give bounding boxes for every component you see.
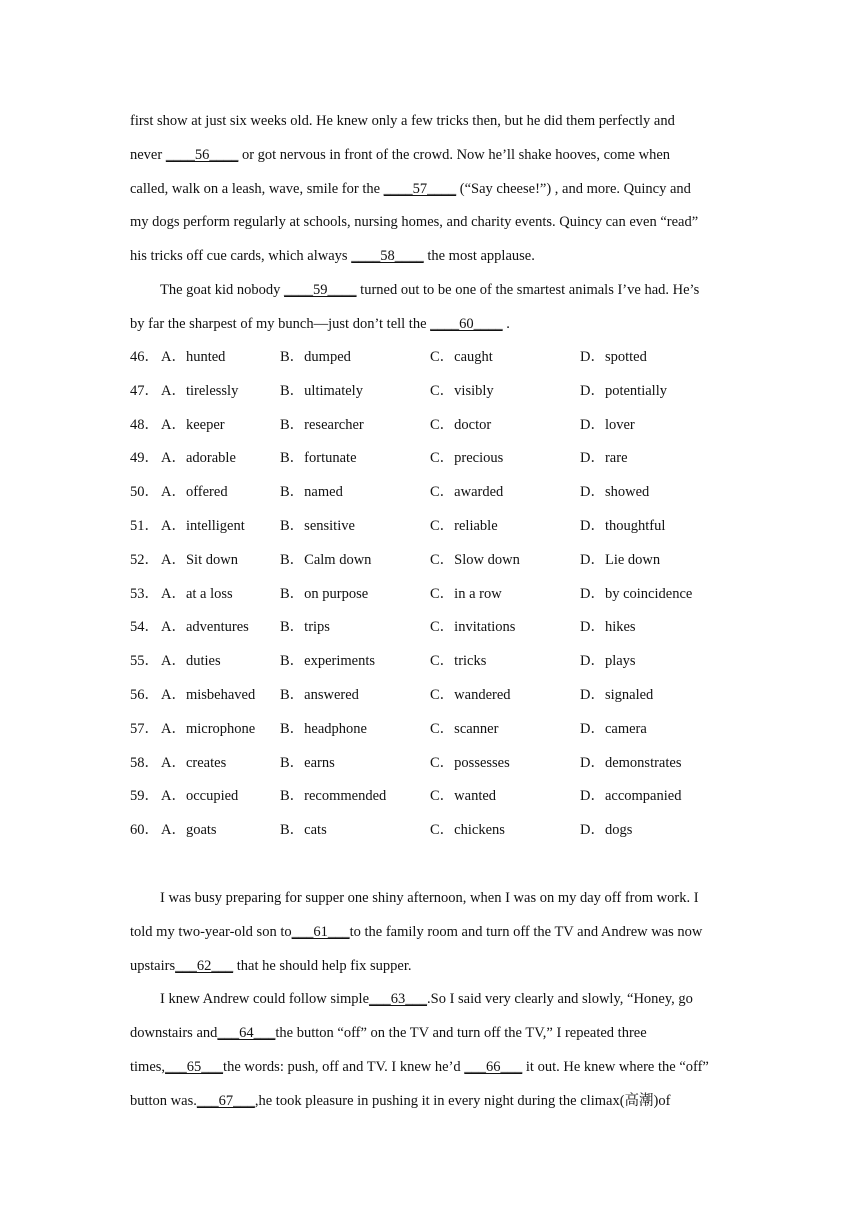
text-line bbox=[130, 274, 740, 308]
text-line bbox=[130, 1051, 740, 1085]
option-d: D．potentially bbox=[580, 382, 667, 399]
answer-blank: ____60____ bbox=[430, 315, 503, 332]
text-line bbox=[130, 308, 740, 342]
question-row bbox=[130, 713, 740, 747]
option-d: D．lover bbox=[580, 416, 635, 433]
question-number: 53． bbox=[130, 585, 159, 602]
text-line bbox=[130, 983, 740, 1017]
option-a: A．adorable bbox=[161, 450, 236, 467]
option-a: A．Sit down bbox=[161, 551, 238, 568]
question-row bbox=[130, 780, 740, 814]
text-segment: . bbox=[502, 315, 510, 332]
text-segment: button was. bbox=[130, 1092, 197, 1109]
option-c: C．awarded bbox=[430, 484, 504, 501]
text-line bbox=[130, 173, 740, 207]
option-c: C．precious bbox=[430, 450, 504, 467]
question-row bbox=[130, 341, 740, 375]
text-segment: downstairs and bbox=[130, 1025, 218, 1042]
text-segment: turned out to be one of the smartest animals I’ve had. He’s bbox=[356, 281, 700, 298]
text-segment: upstairs bbox=[130, 957, 176, 974]
answer-blank: ___61___ bbox=[291, 923, 350, 940]
option-c: C．in a row bbox=[430, 585, 502, 602]
answer-blank: ___62___ bbox=[175, 957, 234, 974]
question-number: 58． bbox=[130, 754, 159, 771]
text-segment: .So I said very clearly and slowly, “Honey, go bbox=[427, 991, 693, 1008]
option-a: A．creates bbox=[161, 754, 227, 771]
option-a: A．microphone bbox=[161, 720, 256, 737]
question-number: 47． bbox=[130, 382, 159, 399]
option-a: A．offered bbox=[161, 484, 228, 501]
text-segment: his tricks off cue cards, which always bbox=[130, 248, 352, 265]
option-a: A．hunted bbox=[161, 349, 226, 365]
text-segment: the button “off” on the TV and turn off the TV,” I repeated three bbox=[275, 1025, 647, 1042]
answer-blank: ___64___ bbox=[217, 1025, 276, 1042]
option-b: B．on purpose bbox=[280, 585, 369, 602]
question-row bbox=[130, 476, 740, 510]
passage-two bbox=[130, 882, 740, 1119]
option-c: C．tricks bbox=[430, 653, 487, 670]
answer-blank: ____56____ bbox=[165, 146, 239, 163]
option-d: D．Lie down bbox=[580, 551, 661, 568]
option-c: C．visibly bbox=[430, 382, 494, 399]
option-d: D．dogs bbox=[580, 822, 633, 839]
question-row bbox=[130, 645, 740, 679]
text-segment: to the family room and turn off the TV and Andrew was now bbox=[349, 923, 703, 940]
options-list bbox=[130, 341, 740, 848]
answer-blank: ____59____ bbox=[284, 281, 357, 298]
question-row bbox=[130, 544, 740, 578]
option-b: B．dumped bbox=[280, 349, 351, 365]
answer-blank: ___67___ bbox=[196, 1092, 255, 1109]
answer-blank: ___65___ bbox=[165, 1058, 224, 1075]
text-segment: that he should help fix supper. bbox=[233, 957, 412, 974]
option-b: B．recommended bbox=[280, 788, 387, 805]
option-a: A．keeper bbox=[161, 416, 225, 433]
question-number: 52． bbox=[130, 551, 159, 568]
text-line bbox=[130, 105, 740, 139]
question-number: 54． bbox=[130, 619, 159, 636]
text-segment: my dogs perform regularly at schools, nursing homes, and charity events. Quincy can even “read” bbox=[130, 214, 699, 231]
text-segment: by far the sharpest of my bunch—just don’t tell the bbox=[130, 315, 431, 332]
text-segment: times, bbox=[130, 1058, 166, 1075]
answer-blank: ___66___ bbox=[464, 1058, 523, 1075]
answer-blank: ___63___ bbox=[369, 991, 428, 1008]
option-a: A．goats bbox=[161, 822, 217, 839]
option-b: B．headphone bbox=[280, 720, 367, 737]
text-segment: (“Say cheese!”) , and more. Quincy and bbox=[456, 180, 691, 197]
option-d: D．accompanied bbox=[580, 788, 682, 805]
option-a: A．tirelessly bbox=[161, 382, 239, 399]
question-number: 57． bbox=[130, 720, 159, 737]
option-c: C．invitations bbox=[430, 619, 516, 636]
option-b: B．answered bbox=[280, 686, 359, 703]
text-segment: or got nervous in front of the crowd. Now he’ll shake hooves, come when bbox=[238, 146, 671, 163]
option-c: C．possesses bbox=[430, 754, 510, 771]
answer-blank: ____58____ bbox=[351, 248, 424, 265]
text-line bbox=[130, 206, 740, 240]
option-a: A．at a loss bbox=[161, 585, 233, 602]
option-c: C．reliable bbox=[430, 517, 498, 534]
text-segment: The goat kid nobody bbox=[160, 281, 285, 298]
text-segment: told my two-year-old son to bbox=[130, 923, 292, 940]
option-b: B．earns bbox=[280, 754, 335, 771]
option-a: A．misbehaved bbox=[161, 686, 256, 703]
option-d: D．thoughtful bbox=[580, 517, 666, 534]
text-segment: first show at just six weeks old. He knew only a few tricks then, but he did them perfectly and bbox=[130, 113, 675, 129]
text-segment: called, walk on a leash, wave, smile for the bbox=[130, 180, 384, 197]
question-number: 59． bbox=[130, 788, 159, 805]
text-segment: the most applause. bbox=[423, 248, 535, 265]
option-a: A．occupied bbox=[161, 788, 239, 805]
option-c: C．scanner bbox=[430, 720, 499, 737]
option-b: B．Calm down bbox=[280, 551, 372, 568]
question-row bbox=[130, 679, 740, 713]
text-segment: I knew Andrew could follow simple bbox=[160, 991, 370, 1008]
text-segment: it out. He knew where the “off” bbox=[522, 1058, 709, 1075]
text-line bbox=[130, 1085, 740, 1119]
question-number: 55． bbox=[130, 653, 159, 670]
option-d: D．camera bbox=[580, 720, 647, 737]
text-line bbox=[130, 882, 740, 916]
text-line bbox=[130, 1017, 740, 1051]
option-b: B．cats bbox=[280, 822, 327, 839]
option-b: B．sensitive bbox=[280, 517, 355, 534]
text-line bbox=[130, 916, 740, 950]
option-d: D．demonstrates bbox=[580, 754, 682, 771]
option-b: B．ultimately bbox=[280, 382, 363, 399]
option-b: B．researcher bbox=[280, 416, 364, 433]
question-row bbox=[130, 578, 740, 612]
option-c: C．caught bbox=[430, 349, 493, 365]
option-d: D．spotted bbox=[580, 349, 647, 365]
option-d: D．signaled bbox=[580, 686, 654, 703]
question-row bbox=[130, 747, 740, 781]
option-d: D．by coincidence bbox=[580, 585, 693, 602]
text-line bbox=[130, 240, 740, 274]
option-a: A．intelligent bbox=[161, 517, 245, 534]
question-row bbox=[130, 375, 740, 409]
question-number: 50． bbox=[130, 484, 159, 501]
question-row bbox=[130, 442, 740, 476]
option-c: C．chickens bbox=[430, 822, 505, 839]
text-line bbox=[130, 950, 740, 984]
option-b: B．experiments bbox=[280, 653, 376, 670]
text-line bbox=[130, 139, 740, 173]
option-d: D．hikes bbox=[580, 619, 636, 636]
option-d: D．plays bbox=[580, 653, 636, 670]
question-number: 60． bbox=[130, 822, 159, 839]
option-d: D．showed bbox=[580, 484, 650, 501]
option-a: A．duties bbox=[161, 653, 221, 670]
option-c: C．Slow down bbox=[430, 551, 520, 568]
question-number: 46． bbox=[130, 349, 159, 365]
option-c: C．wandered bbox=[430, 686, 511, 703]
option-c: C．wanted bbox=[430, 788, 497, 805]
passage-one bbox=[130, 105, 740, 342]
text-segment: the words: push, off and TV. I knew he’d bbox=[223, 1058, 465, 1075]
question-row bbox=[130, 409, 740, 443]
text-segment: ,he took pleasure in pushing it in every night during the climax(高潮)of bbox=[254, 1092, 671, 1109]
question-row bbox=[130, 814, 740, 848]
answer-blank: ____57____ bbox=[383, 180, 457, 197]
option-a: A．adventures bbox=[161, 619, 249, 636]
option-c: C．doctor bbox=[430, 416, 492, 433]
question-number: 51． bbox=[130, 517, 159, 534]
question-row bbox=[130, 510, 740, 544]
option-b: B．named bbox=[280, 484, 343, 501]
option-b: B．trips bbox=[280, 619, 330, 636]
text-segment: never bbox=[130, 146, 166, 163]
question-number: 56． bbox=[130, 686, 159, 703]
question-row bbox=[130, 611, 740, 645]
text-segment: I was busy preparing for supper one shiny afternoon, when I was on my day off from work. I bbox=[160, 890, 699, 906]
option-d: D．rare bbox=[580, 450, 628, 467]
question-number: 48． bbox=[130, 416, 159, 433]
option-b: B．fortunate bbox=[280, 450, 357, 467]
question-number: 49． bbox=[130, 450, 159, 467]
